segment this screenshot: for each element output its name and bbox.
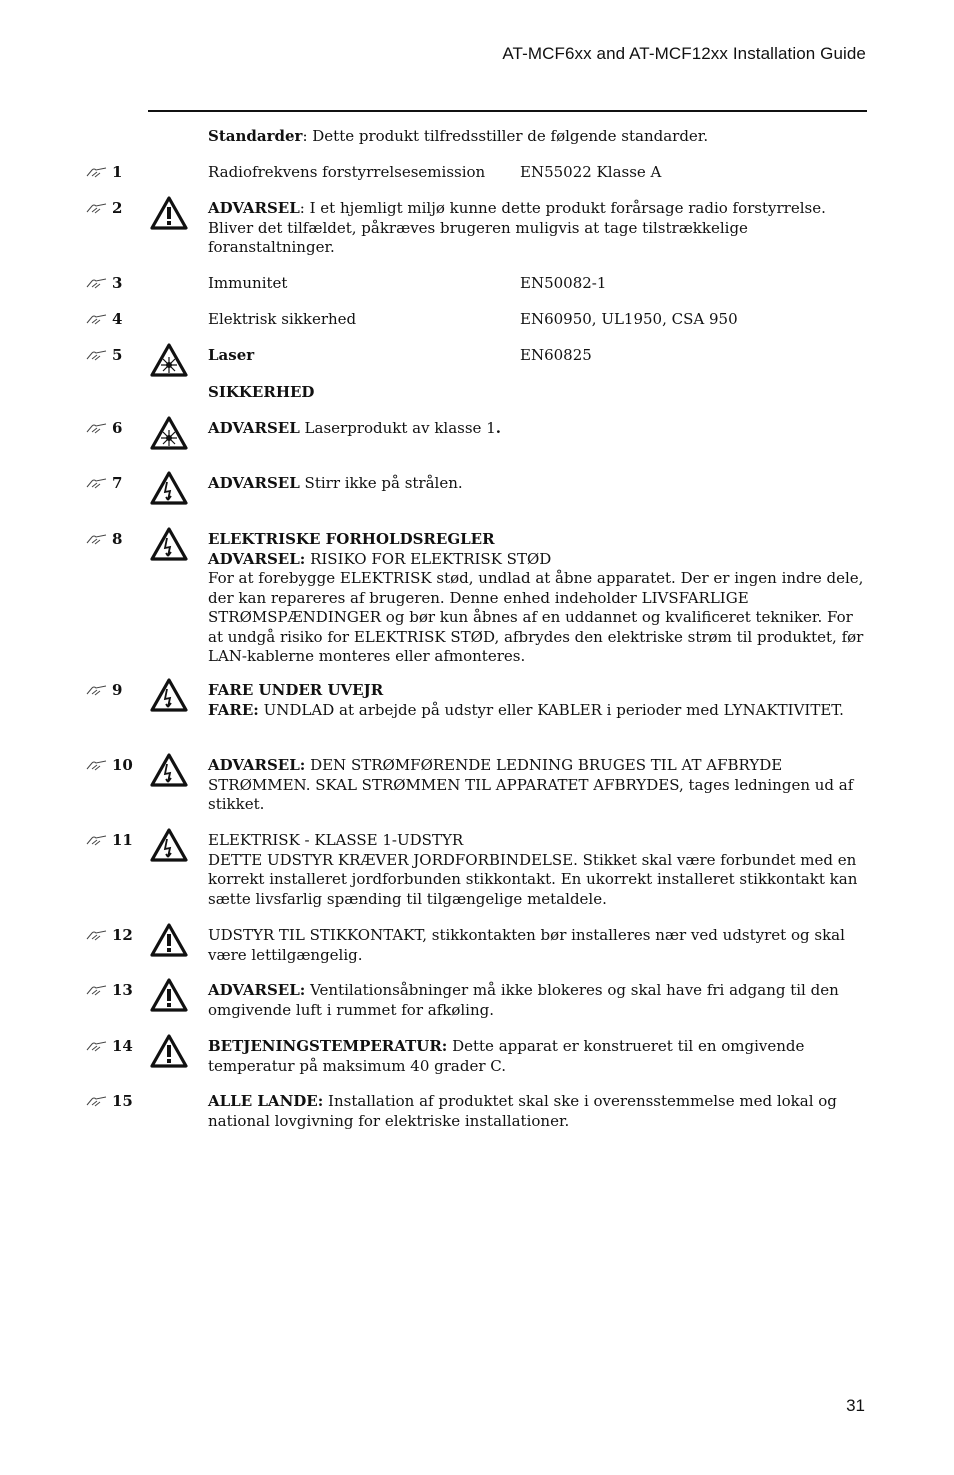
pointing-hand-icon xyxy=(86,1095,108,1107)
header-rule xyxy=(148,110,867,112)
pointing-hand-icon xyxy=(86,313,108,325)
item-bold: ADVARSEL xyxy=(208,474,300,492)
item-body: DETTE UDSTYR KRÆVER JORDFORBINDELSE. Stikket skal være forbundet med en korrekt installeret jordforbunden stikkontakt. En ukorrekt installeret stikkontakt kan sætte livsfarlig spænding til tilgængelige metaldele. xyxy=(208,850,858,908)
item-text: : I et hjemligt miljø kunne dette produkt forårsage radio forstyrrelse. Bliver det tilfældet, påkræves brugeren muligvis at tage tilstrækkelige foranstaltninger. xyxy=(208,199,826,256)
pointing-hand-icon xyxy=(86,1040,108,1052)
item-value: EN55022 Klasse A xyxy=(520,163,662,181)
item-text: Dette apparat er konstrueret til en omgivende temperatur på maksimum 40 grader C. xyxy=(208,1037,805,1075)
page-number: 31 xyxy=(846,1396,865,1415)
item-number: 15 xyxy=(86,1092,133,1112)
electric-shock-icon xyxy=(150,470,188,506)
item-heading: ELEKTRISK - KLASSE 1-UDSTYR xyxy=(208,831,464,849)
item-body: UDSTYR TIL STIKKONTAKT, stikkontakten bør installeres nær ved udstyret og skal være lettilgængelig. xyxy=(208,926,845,964)
item-trail: . xyxy=(495,419,501,437)
laser-icon xyxy=(150,342,188,378)
warning-icon xyxy=(150,1033,188,1069)
electric-shock-icon xyxy=(150,526,188,562)
warning-icon xyxy=(150,195,188,231)
item-number: 12 xyxy=(86,926,133,946)
item-label: Laser xyxy=(208,346,255,364)
item-number: 10 xyxy=(86,756,133,776)
pointing-hand-icon xyxy=(86,929,108,941)
item-text: Installation af produktet skal ske i overensstemmelse med lokal og national lovgivning for elektriske installationer. xyxy=(208,1092,837,1130)
pointing-hand-icon xyxy=(86,277,108,289)
item-heading: ELEKTRISKE FORHOLDSREGLER xyxy=(208,530,495,548)
electric-shock-icon xyxy=(150,827,188,863)
warning-icon xyxy=(150,922,188,958)
pointing-hand-icon xyxy=(86,349,108,361)
item-text: DEN STRØMFØRENDE LEDNING BRUGES TIL AT AFBRYDE STRØMMEN. SKAL STRØMMEN TIL APPARATET AFBRYDES, tages ledningen ud af stikket. xyxy=(208,756,854,813)
pointing-hand-icon xyxy=(86,533,108,545)
item-label: Radiofrekvens forstyrrelsesemission xyxy=(208,163,486,181)
item-value: EN50082-1 xyxy=(520,274,607,292)
item-bold: ADVARSEL xyxy=(208,199,300,217)
item-text: Stirr ikke på strålen. xyxy=(299,474,463,492)
item-bold: FARE: xyxy=(208,700,259,719)
pointing-hand-icon xyxy=(86,834,108,846)
item-number: 14 xyxy=(86,1037,133,1057)
item-text: UNDLAD at arbejde på udstyr eller KABLER i perioder med LYNAKTIVITET. xyxy=(258,700,844,719)
electric-shock-icon xyxy=(150,677,188,713)
electric-shock-icon xyxy=(150,752,188,788)
item-bold: ALLE LANDE: xyxy=(208,1092,324,1110)
warning-icon xyxy=(150,977,188,1013)
item-label: Elektrisk sikkerhed xyxy=(208,310,357,328)
item-number: 11 xyxy=(86,831,133,851)
item-bold: ADVARSEL: xyxy=(208,981,306,999)
item-number: 4 xyxy=(86,310,122,330)
item-label: Immunitet xyxy=(208,274,288,292)
item-value: EN60825 xyxy=(520,346,592,364)
item-text: Laserprodukt av klasse 1 xyxy=(299,419,496,437)
item-text: RISIKO FOR ELEKTRISK STØD xyxy=(305,549,552,568)
pointing-hand-icon xyxy=(86,684,108,696)
item-text: Ventilationsåbninger må ikke blokeres og skal have fri adgang til den omgivende luft i rummet for afkøling. xyxy=(208,981,839,1019)
intro-bold: Standarder xyxy=(208,127,303,145)
item-number: 5 xyxy=(86,346,122,366)
item-bold: BETJENINGSTEMPERATUR: xyxy=(208,1037,448,1055)
item-bold: ADVARSEL xyxy=(208,419,300,437)
item-value: EN60950, UL1950, CSA 950 xyxy=(520,310,738,328)
pointing-hand-icon xyxy=(86,984,108,996)
item-number: 2 xyxy=(86,199,122,219)
item-number: 6 xyxy=(86,419,122,439)
item-number: 1 xyxy=(86,163,122,183)
pointing-hand-icon xyxy=(86,477,108,489)
item-bold: ADVARSEL: xyxy=(208,756,306,774)
intro-text: : Dette produkt tilfredsstiller de følgende standarder. xyxy=(302,127,709,145)
item-number: 7 xyxy=(86,474,122,494)
item-bold: ADVARSEL: xyxy=(208,549,306,568)
item-body: For at forebygge ELEKTRISK stød, undlad at åbne apparatet. Der er ingen indre dele, der kan repareres af brugeren. Denne enhed indeholder LIVSFARLIGE STRØMSPÆNDINGER og bør kun åbnes af en uddannet og kvalificeret tekniker. For at undgå risiko for ELEKTRISK STØD, afbrydes den elektriske strøm til produktet, før LAN-kablerne monteres eller afmonteres. xyxy=(208,569,864,665)
item-number: 13 xyxy=(86,981,133,1001)
laser-icon xyxy=(150,415,188,451)
item-heading: FARE UNDER UVEJR xyxy=(208,681,384,699)
pointing-hand-icon xyxy=(86,166,108,178)
running-header: AT-MCF6xx and AT-MCF12xx Installation Guide xyxy=(502,44,866,63)
item-number: 8 xyxy=(86,530,122,550)
item-number: 3 xyxy=(86,274,122,294)
pointing-hand-icon xyxy=(86,202,108,214)
item-number: 9 xyxy=(86,681,122,701)
pointing-hand-icon xyxy=(86,759,108,771)
pointing-hand-icon xyxy=(86,422,108,434)
